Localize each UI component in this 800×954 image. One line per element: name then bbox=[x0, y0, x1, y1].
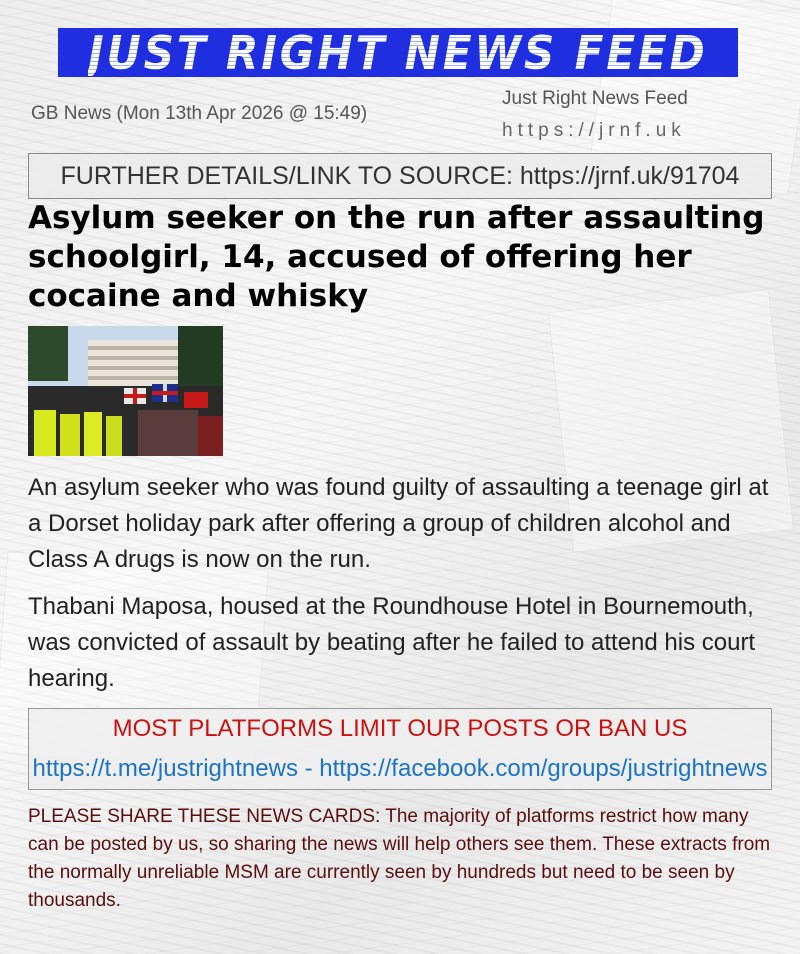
source-and-date: GB News (Mon 13th Apr 2026 @ 15:49) bbox=[31, 103, 368, 124]
protest-scene-image bbox=[28, 326, 223, 456]
article-paragraph: An asylum seeker who was found guilty of assaulting a teenage girl at a Dorset holiday park after offering a group of children alcohol and Class A drugs is now on the run. bbox=[28, 474, 769, 573]
brand-name: Just Right News Feed bbox=[502, 88, 688, 109]
headline: Asylum seeker on the run after assaulting schoolgirl, 14, accused of offering her cocaine and whisky bbox=[28, 200, 765, 314]
banner bbox=[58, 25, 738, 80]
social-links[interactable]: https://t.me/justrightnews - https://facebook.com/groups/justrightnews bbox=[32, 755, 768, 782]
share-box bbox=[28, 708, 772, 790]
source-link-text[interactable]: FURTHER DETAILS/LINK TO SOURCE: https://jrnf.uk/91704 bbox=[60, 161, 740, 190]
platform-warning: MOST PLATFORMS LIMIT OUR POSTS OR BAN US bbox=[112, 715, 688, 742]
article-paragraph: Thabani Maposa, housed at the Roundhouse Hotel in Bournemouth, was convicted of assault by beating after he failed to attend his court hearing. bbox=[28, 593, 756, 692]
banner-title: JUST RIGHT NEWS FEED bbox=[88, 25, 708, 80]
brand-url[interactable]: https://jrnf.uk bbox=[502, 120, 686, 141]
source-link-box[interactable] bbox=[28, 153, 772, 199]
article-photo bbox=[28, 326, 223, 456]
share-appeal: PLEASE SHARE THESE NEWS CARDS: The majority of platforms restrict how many can be posted by us, so sharing the news will help others see them. These extracts from the normally unreliable MSM are currently seen by hundreds but need to be seen by thousands. bbox=[28, 806, 771, 911]
